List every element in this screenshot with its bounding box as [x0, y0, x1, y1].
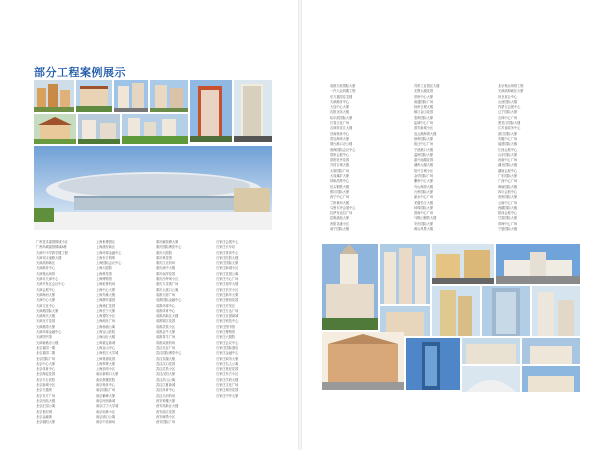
- list-item: 天津海关大楼: [36, 314, 56, 319]
- list-item: 上海奉贤大厦: [96, 361, 116, 366]
- list-item: 石家庄万达广场: [216, 308, 239, 313]
- list-item: 石家庄商务大厦: [216, 356, 239, 361]
- list-item: 上海崇明小区: [96, 367, 116, 372]
- list-item: 成都国际金融中心: [156, 298, 182, 303]
- list-item: 湖北国际大楼: [498, 163, 518, 168]
- list-item: 重庆国际博览中心: [156, 245, 182, 250]
- list-item: 衢州中心大厦: [414, 179, 434, 184]
- list-item: 上海外滩大楼: [96, 292, 116, 297]
- project-list-column-4: [216, 240, 274, 410]
- list-item: 舟山海湾大楼: [414, 184, 434, 189]
- photo-lowrise-complex: [522, 366, 580, 392]
- list-item: 江西会展中心: [498, 147, 518, 152]
- list-item: 天津市天津中心: [36, 277, 59, 282]
- list-item: 石家庄科技中心: [216, 319, 239, 324]
- list-item: 南京鼓楼医院: [96, 377, 116, 382]
- list-item: 南京仙林小区: [96, 409, 116, 414]
- list-item: 广东国际大厦: [498, 174, 518, 179]
- list-item: 上海科技馆: [96, 271, 112, 276]
- list-item: 南京江宁大学城: [96, 404, 119, 409]
- list-item: 石家庄博物馆: [216, 330, 236, 335]
- list-item: 北京丰台医院: [36, 377, 56, 382]
- right-page: [302, 0, 600, 450]
- project-list-column-6: [414, 84, 494, 234]
- list-item: 海南国际大楼: [498, 184, 518, 189]
- list-item: 天津市区南路大楼: [36, 255, 62, 260]
- list-item: 武汉武昌小区: [156, 367, 176, 372]
- list-item: 西安钟楼大厦: [156, 398, 176, 403]
- list-item: 江苏省政务中心: [498, 126, 521, 131]
- list-item: 北京国际广场: [36, 356, 56, 361]
- list-item: 北京朝阳大厦: [36, 420, 56, 425]
- list-item: 威海国际会议中心: [330, 147, 356, 152]
- list-item: 石家庄长安小区: [216, 287, 239, 292]
- list-item: 天津港国际大厦: [36, 308, 59, 313]
- list-item: 武汉江夏新城: [156, 383, 176, 388]
- list-item: 石家庄新城小区: [216, 266, 239, 271]
- list-item: 南京新街口大厦: [96, 372, 119, 377]
- list-item: 北京海淀花园: [36, 372, 56, 377]
- list-item: 河北省会中心: [498, 94, 518, 99]
- list-item: 金华国际广场: [414, 174, 434, 179]
- list-item: 石家庄名人公寓: [216, 361, 239, 366]
- photo-blue-glass-tower: [406, 338, 460, 390]
- list-item: 重庆渝中大楼: [156, 266, 176, 271]
- list-item: 天津开发区会议中心: [36, 282, 65, 287]
- list-item: 石家庄花园公寓: [216, 271, 239, 276]
- list-item: 台州国际大厦: [414, 189, 434, 194]
- list-item: 西藏国际大楼: [498, 205, 518, 210]
- list-item: 上海杨浦公寓: [96, 324, 116, 329]
- list-item: 芜湖长江大楼: [414, 200, 434, 205]
- photo-glass-office-tower: [482, 286, 530, 336]
- list-item: 烟台港口办公楼: [330, 142, 353, 147]
- list-item: 武汉洪山公寓: [156, 377, 176, 382]
- list-item: 盐城中心广场: [414, 121, 434, 126]
- list-item: 天津港务中心: [330, 99, 350, 104]
- list-item: 无锡太湖花园: [414, 89, 434, 94]
- photo-apartment-block: [76, 80, 112, 112]
- list-item: 上海博物馆: [96, 277, 112, 282]
- list-item: 重庆科技馆: [156, 255, 172, 260]
- list-item: 上海徐汇花园: [96, 303, 116, 308]
- list-item: 北京西站大楼: [36, 398, 56, 403]
- list-item: 西安雁塔小区: [156, 414, 176, 419]
- list-item: 上海长宁大厦: [96, 308, 116, 313]
- list-item: 嘉兴南湖花园: [414, 158, 434, 163]
- list-item: 天津港务中心: [36, 266, 56, 271]
- list-item: 北京东方广场: [36, 393, 56, 398]
- list-item: 南宁国际大楼: [330, 227, 350, 232]
- list-item: 安庆国际大厦: [414, 221, 434, 226]
- list-item: 南京紫峰大厦: [96, 393, 116, 398]
- list-item: 青海中心广场: [498, 221, 518, 226]
- list-item: 石家庄国际大厦: [216, 261, 239, 266]
- list-item: 石家庄会议中心: [216, 340, 239, 345]
- list-item: 天津滨海新区大厦: [498, 89, 524, 94]
- list-item: 温州国际大厦: [414, 152, 434, 157]
- list-item: 天津图书馆: [36, 335, 52, 340]
- project-list-column-7: [498, 84, 578, 234]
- list-item: 宿迁中心广场: [414, 142, 434, 147]
- list-item: 石家庄体育中心: [216, 250, 239, 255]
- list-item: 长春文化广场: [330, 121, 350, 126]
- photo-residential-towers: [34, 80, 74, 112]
- list-item: 西安国际广场: [156, 420, 176, 425]
- list-item: 重庆九龙坡广场: [156, 282, 179, 287]
- list-item: 北京新城小区: [36, 383, 56, 388]
- list-item: 成都青羊广场: [156, 335, 176, 340]
- list-item: 上海松江大学城: [96, 351, 119, 356]
- list-item: 镇江金山花园: [414, 110, 434, 115]
- list-item: 宁夏国际大楼: [498, 227, 518, 232]
- list-item: 上海中心大厦: [96, 287, 116, 292]
- list-item: 成都环球中心: [156, 303, 176, 308]
- list-item: 上海闸北广场: [96, 319, 116, 324]
- photo-yellow-apartments: [432, 244, 494, 284]
- list-item: 昆明滇池大厦: [330, 216, 350, 221]
- list-item: 包头钢铁大楼: [330, 184, 350, 189]
- list-item: 上海世博园区: [96, 240, 116, 244]
- list-item: 成都双流机场: [156, 340, 176, 345]
- list-item: 淮南中心广场: [414, 211, 434, 216]
- list-item: 石家庄桥西花园: [216, 298, 239, 303]
- list-item: 上海静安嘉园: [96, 298, 116, 303]
- photo-highrise-complex: [150, 80, 188, 112]
- list-item: 天津中心大厦: [36, 298, 56, 303]
- list-item: 内蒙古会展中心: [498, 105, 521, 110]
- list-item: 上海嘉定新城: [96, 340, 116, 345]
- photo-residential-tower-group: [380, 244, 430, 304]
- list-item: 大同煤矿大厦: [330, 174, 350, 179]
- list-item: 天津新港办公楼: [36, 340, 59, 345]
- list-item: 石家庄北国商城: [216, 314, 239, 319]
- list-item: 石家庄学府大楼: [216, 377, 239, 382]
- list-item: 上海环球金融中心: [96, 250, 122, 255]
- list-item: 北京世纪城: [36, 409, 52, 414]
- list-item: 辽宁国际大厦: [498, 110, 518, 115]
- list-item: 成都锦江花园: [156, 319, 176, 324]
- list-item: 甘肃国际大厦: [498, 216, 518, 221]
- left-page: [0, 0, 298, 450]
- photo-tall-residential: [234, 80, 272, 142]
- list-item: 石家庄城市花园: [216, 388, 239, 393]
- list-item: 上海金山中心: [96, 345, 116, 350]
- list-item: 上海青浦花园: [96, 356, 116, 361]
- list-item: 广州技术嘉园锦城小区: [36, 240, 68, 244]
- list-item: 徐州国际大厦: [414, 136, 434, 141]
- list-item: 成都高新区大楼: [156, 314, 179, 319]
- list-item: 天津北方花园: [36, 319, 56, 324]
- photo-villa: [34, 114, 76, 144]
- list-item: 上海宝山医院: [96, 330, 116, 335]
- list-item: 太原国际广场: [330, 168, 350, 173]
- photo-modern-residential: [432, 286, 480, 336]
- list-item: 上海浦东新区: [96, 245, 116, 250]
- list-item: 西宁中心广场: [330, 195, 350, 200]
- list-item: 北京嘉园二期: [36, 351, 56, 356]
- list-item: 成都天府国际大厦: [330, 84, 356, 88]
- project-list-column-5: [330, 84, 410, 234]
- list-item: 南京国际广场: [96, 388, 116, 393]
- list-item: 石家庄新华大厦: [216, 292, 239, 297]
- photo-curved-roof-building: [462, 366, 520, 392]
- list-item: 石家庄会展中心: [216, 240, 239, 244]
- list-item: 丽水中心广场: [414, 195, 434, 200]
- list-item: 石家庄裕华大楼: [216, 282, 239, 287]
- list-item: 兰州黄河大楼: [330, 200, 350, 205]
- list-item: 上海普陀小区: [96, 314, 116, 319]
- list-item: 天津文化中心: [36, 303, 56, 308]
- list-item: 四川会展中心: [498, 189, 518, 194]
- list-item: 上海虹桥机场: [96, 282, 116, 287]
- list-item: 石家庄图书馆: [216, 324, 236, 329]
- list-item: 天津中小学教学楼工程: [36, 250, 68, 255]
- list-item: 郑州会展中心: [330, 152, 350, 157]
- list-item: 广西中心广场: [498, 179, 518, 184]
- list-item: 河南中心广场: [498, 158, 518, 163]
- photo-campus-building: [522, 338, 580, 364]
- list-item: 武汉体育中心: [156, 388, 176, 393]
- list-item: 重庆沙坪坝小区: [156, 277, 179, 282]
- list-item: 北京中心大厦: [36, 361, 56, 366]
- list-item: 成都天府广场: [156, 292, 176, 297]
- list-item: 天津环球金融中心: [36, 330, 62, 335]
- list-item: 黑龙江国际大楼: [498, 121, 521, 126]
- list-item: 上海东方明珠: [96, 255, 116, 260]
- list-item: 北京嘉园一期: [36, 345, 56, 350]
- list-item: 一汽大众四期工程: [330, 89, 356, 94]
- list-item: 北京奥运场馆工程: [498, 84, 524, 88]
- photo-commercial-street: [322, 332, 404, 390]
- list-item: 山东国际大厦: [498, 152, 518, 157]
- list-item: 武汉国际博览中心: [156, 351, 182, 356]
- list-item: 重庆解放碑大厦: [156, 240, 179, 244]
- list-item: 成都金牛大厦: [156, 330, 176, 335]
- list-item: 浙江国际大厦: [498, 131, 518, 136]
- list-item: 福建国际大楼: [498, 142, 518, 147]
- list-item: 石家庄中心广场: [216, 277, 239, 282]
- list-item: 北京天通苑: [36, 388, 52, 393]
- list-item: 石家庄金融中心: [216, 351, 239, 356]
- list-item: 云南中心广场: [498, 200, 518, 205]
- list-item: 武汉汉阳大厦: [156, 372, 176, 377]
- photo-highrise-pair: [114, 80, 148, 112]
- list-item: 湖南会展中心: [498, 168, 518, 173]
- list-item: 石家庄国际酒店: [216, 345, 239, 350]
- list-item: 石家庄世纪花园: [216, 367, 239, 372]
- list-item: 成都体育中心: [156, 308, 176, 313]
- page-title: 部分工程案例展示: [34, 66, 126, 79]
- project-list-column-1: [36, 240, 94, 436]
- list-item: 呼和浩特中心: [330, 179, 350, 184]
- list-item: 拉萨布达拉广场: [330, 211, 353, 216]
- photo-red-tower: [190, 80, 232, 142]
- list-item: 沈阳北站大楼: [330, 110, 350, 115]
- list-item: 上海闵行大楼: [96, 335, 116, 340]
- list-item: 济南奥体中心: [330, 131, 350, 136]
- list-item: 天津海河大厦: [36, 292, 56, 297]
- list-item: 石家庄文化广场: [216, 383, 239, 388]
- list-item: 成都武侯小区: [156, 324, 176, 329]
- list-item: 北京汇园公寓: [36, 404, 56, 409]
- list-item: 天津奥运场馆: [36, 271, 56, 276]
- list-item: 北京体育中心: [36, 367, 56, 372]
- photo-courtyard-buildings: [78, 114, 120, 144]
- photo-government-building: [496, 244, 580, 284]
- list-item: 哈尔滨国际大厦: [330, 115, 353, 120]
- list-item: 重庆大剧院: [156, 250, 172, 255]
- photo-clock-tower: [322, 244, 378, 330]
- list-item: 石家庄火车站: [216, 245, 236, 250]
- list-item: 扬州古城大楼: [414, 105, 434, 110]
- list-item: 石家庄中华大厦: [216, 393, 239, 398]
- list-item: 武汉汉口花园: [156, 361, 176, 366]
- list-item: 天津港湾大厦: [36, 324, 56, 329]
- list-item: 东方嘉园住宅楼: [330, 94, 353, 99]
- list-item: 武汉东湖大楼: [156, 356, 176, 361]
- list-item: 西安曲江花园: [156, 409, 176, 414]
- list-item: 乌鲁木齐会展中心: [330, 205, 356, 210]
- list-item: 重庆南岸花园: [156, 271, 176, 276]
- list-item: 吉林中心广场: [498, 115, 518, 120]
- list-item: 南京河西新城: [96, 398, 116, 403]
- list-item: 天津滨海新区: [36, 261, 56, 266]
- list-item: 淮安新城小区: [414, 126, 434, 131]
- list-item: 常州中心大厦: [414, 94, 434, 99]
- list-item: 武汉天河机场: [156, 393, 176, 398]
- project-list-column-2: [96, 240, 154, 436]
- list-item: 洛阳牡丹花园: [330, 158, 350, 163]
- list-item: 南京奥体中心: [96, 383, 116, 388]
- list-item: 蚌埠国际大厦: [414, 205, 434, 210]
- photo-green-estate: [122, 114, 188, 144]
- list-item: 宁波港口大楼: [414, 147, 434, 152]
- list-item: 南京浦口公寓: [96, 414, 116, 419]
- list-item: 西安高新区大楼: [156, 404, 179, 409]
- list-item: 大连中心大厦: [330, 105, 350, 110]
- list-item: 重庆大渡口公寓: [156, 287, 179, 292]
- project-list-column-3: [156, 240, 214, 436]
- list-item: 石家庄医院大楼: [216, 255, 239, 260]
- list-item: 马鞍山钢铁大楼: [414, 216, 437, 221]
- list-item: 石家庄开发区: [216, 303, 236, 308]
- list-item: 安徽中心广场: [498, 136, 518, 141]
- list-item: 苏州工业园区大楼: [414, 84, 440, 88]
- list-item: 陕西会展中心: [498, 211, 518, 216]
- list-item: 连云港海湾大楼: [414, 131, 437, 136]
- list-item: 贵州国际大厦: [498, 195, 518, 200]
- list-item: 黄山风景大楼: [414, 227, 434, 232]
- list-item: 山西国际大楼: [498, 99, 518, 104]
- list-item: 贵阳花溪小区: [330, 221, 350, 226]
- list-item: 绍兴古城小区: [414, 168, 434, 173]
- list-item: 南通国际广场: [414, 99, 434, 104]
- list-item: 上海国际会议中心: [96, 261, 122, 266]
- list-item: 武汉光谷广场: [156, 345, 176, 350]
- list-item: 银川国际大厦: [330, 189, 350, 194]
- photo-stadium: [34, 146, 272, 230]
- list-item: 吉林松花江大楼: [330, 126, 353, 131]
- list-item: 石家庄大剧院: [216, 335, 236, 340]
- photo-residential-block: [462, 338, 520, 364]
- list-item: 南京中央商场: [96, 420, 116, 425]
- list-item: 湖州太湖大楼: [414, 163, 434, 168]
- list-item: 广州尚城嘉园锦城A栋: [36, 245, 67, 250]
- list-item: 北京金融街: [36, 414, 52, 419]
- list-item: 重庆江北机场: [156, 261, 176, 266]
- list-item: 泰州国际大厦: [414, 115, 434, 120]
- photo-office-complex: [532, 286, 580, 336]
- list-item: 青岛海湾大厦: [330, 136, 350, 141]
- list-item: 上海大剧院: [96, 266, 112, 271]
- list-item: 石家庄东方小区: [216, 372, 239, 377]
- list-item: 开封古城大楼: [330, 163, 350, 168]
- list-item: 天津会展中心: [36, 287, 56, 292]
